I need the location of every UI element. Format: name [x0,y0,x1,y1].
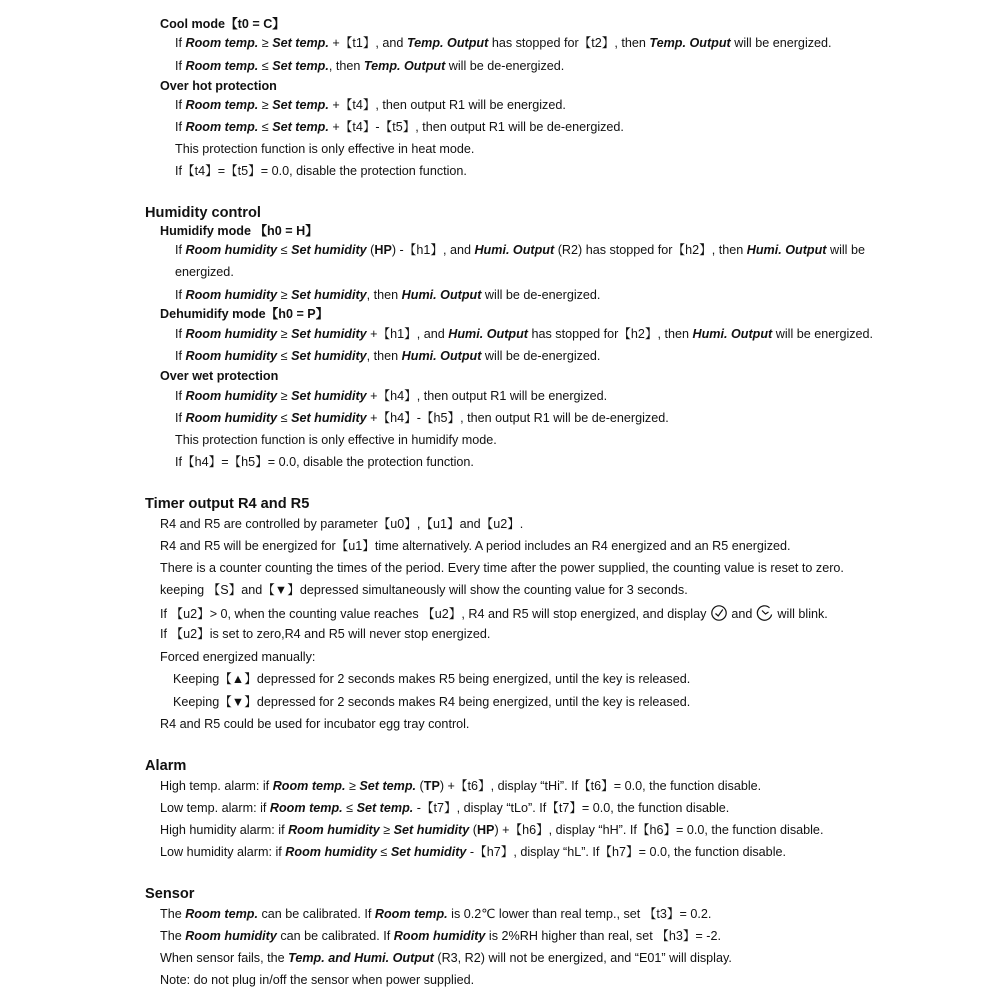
cool-mode-rule-1: If Room temp. ≥ Set temp. +【t1】, and Temp. Output has stopped for【t2】, then Temp. Output will be energized. [175,36,832,50]
alarm-high-temp: High temp. alarm: if Room temp. ≥ Set temp. (TP) +【t6】, display “tHi”. If【t6】= 0.0, the function disable. [160,779,762,793]
cool-mode-rule-2: If Room temp. ≤ Set temp., then Temp. Output will be de-energized. [175,59,565,73]
timer-line-3: There is a counter counting the times of the period. Every time after the power supplied, the counting value is reset to zero. [160,561,844,575]
humidify-mode-heading: Humidify mode 【h0 = H】 [160,224,318,238]
humidify-rule-1-cont: energized. [175,265,234,279]
over-wet-note: This protection function is only effective in humidify mode. [175,433,497,447]
sensor-failure: When sensor fails, the Temp. and Humi. Output (R3, R2) will not be energized, and “E01” will display. [160,951,732,965]
timer-line-5: If 【u2】> 0, when the counting value reaches 【u2】, R4 and R5 will stop energized, and display and will blink. [160,604,828,622]
timer-forward-icon [710,604,728,622]
sensor-humidity-calibration: The Room humidity can be calibrated. If Room humidity is 2%RH higher than real, set 【h3】= -2. [160,929,721,943]
dehumidify-rule-1: If Room humidity ≥ Set humidity +【h1】, and Humi. Output has stopped for【h2】, then Humi. Output will be energized. [175,327,874,341]
sensor-section-title: Sensor [145,886,195,902]
timer-line-7: Forced energized manually: [160,650,316,664]
timer-section-title: Timer output R4 and R5 [145,496,310,512]
dehumidify-rule-2: If Room humidity ≤ Set humidity, then Humi. Output will be de-energized. [175,349,601,363]
timer-line-6: If 【u2】is set to zero,R4 and R5 will never stop energized. [160,627,491,641]
humidity-section-title: Humidity control [145,205,261,221]
over-hot-disable: If【t4】=【t5】= 0.0, disable the protection function. [175,164,467,178]
over-wet-heading: Over wet protection [160,369,279,383]
over-hot-rule-2: If Room temp. ≤ Set temp. +【t4】-【t5】, then output R1 will be de-energized. [175,120,624,134]
humidify-rule-2: If Room humidity ≥ Set humidity, then Humi. Output will be de-energized. [175,288,601,302]
humidify-rule-1: If Room humidity ≤ Set humidity (HP) -【h1】, and Humi. Output (R2) has stopped for【h2】, then Humi. Output will be [175,243,865,257]
alarm-low-humidity: Low humidity alarm: if Room humidity ≤ Set humidity -【h7】, display “hL”. If【h7】= 0.0, the function disable. [160,845,786,859]
dehumidify-mode-heading: Dehumidify mode【h0 = P】 [160,307,329,321]
over-wet-disable: If【h4】=【h5】= 0.0, disable the protection function. [175,455,474,469]
timer-line-4: keeping 【S】and【▼】depressed simultaneously will show the counting value for 3 seconds. [160,583,688,597]
over-wet-rule-1: If Room humidity ≥ Set humidity +【h4】, then output R1 will be energized. [175,389,608,403]
sensor-note: Note: do not plug in/off the sensor when power supplied. [160,973,475,987]
alarm-low-temp: Low temp. alarm: if Room temp. ≤ Set temp. -【t7】, display “tLo”. If【t7】= 0.0, the function disable. [160,801,730,815]
alarm-high-humidity: High humidity alarm: if Room humidity ≥ Set humidity (HP) +【h6】, display “hH”. If【h6】= 0.0, the function disable. [160,823,824,837]
over-wet-rule-2: If Room humidity ≤ Set humidity +【h4】-【h5】, then output R1 will be de-energized. [175,411,669,425]
over-hot-rule-1: If Room temp. ≥ Set temp. +【t4】, then output R1 will be energized. [175,98,566,112]
over-hot-heading: Over hot protection [160,79,277,93]
timer-reverse-icon [756,604,774,622]
timer-line-10: R4 and R5 could be used for incubator egg tray control. [160,717,470,731]
timer-line-1: R4 and R5 are controlled by parameter【u0】,【u1】and【u2】. [160,517,524,531]
cool-mode-heading: Cool mode【t0 = C】 [160,17,285,31]
over-hot-note: This protection function is only effective in heat mode. [175,142,475,156]
timer-line-9: Keeping【▼】depressed for 2 seconds makes R4 being energized, until the key is released. [173,695,691,709]
alarm-section-title: Alarm [145,758,187,774]
timer-line-8: Keeping【▲】depressed for 2 seconds makes R5 being energized, until the key is released. [173,672,691,686]
sensor-temp-calibration: The Room temp. can be calibrated. If Room temp. is 0.2℃ lower than real temp., set 【t3】= 0.2. [160,907,712,921]
timer-line-2: R4 and R5 will be energized for【u1】time alternatively. A period includes an R4 energized and an R5 energized. [160,539,791,553]
